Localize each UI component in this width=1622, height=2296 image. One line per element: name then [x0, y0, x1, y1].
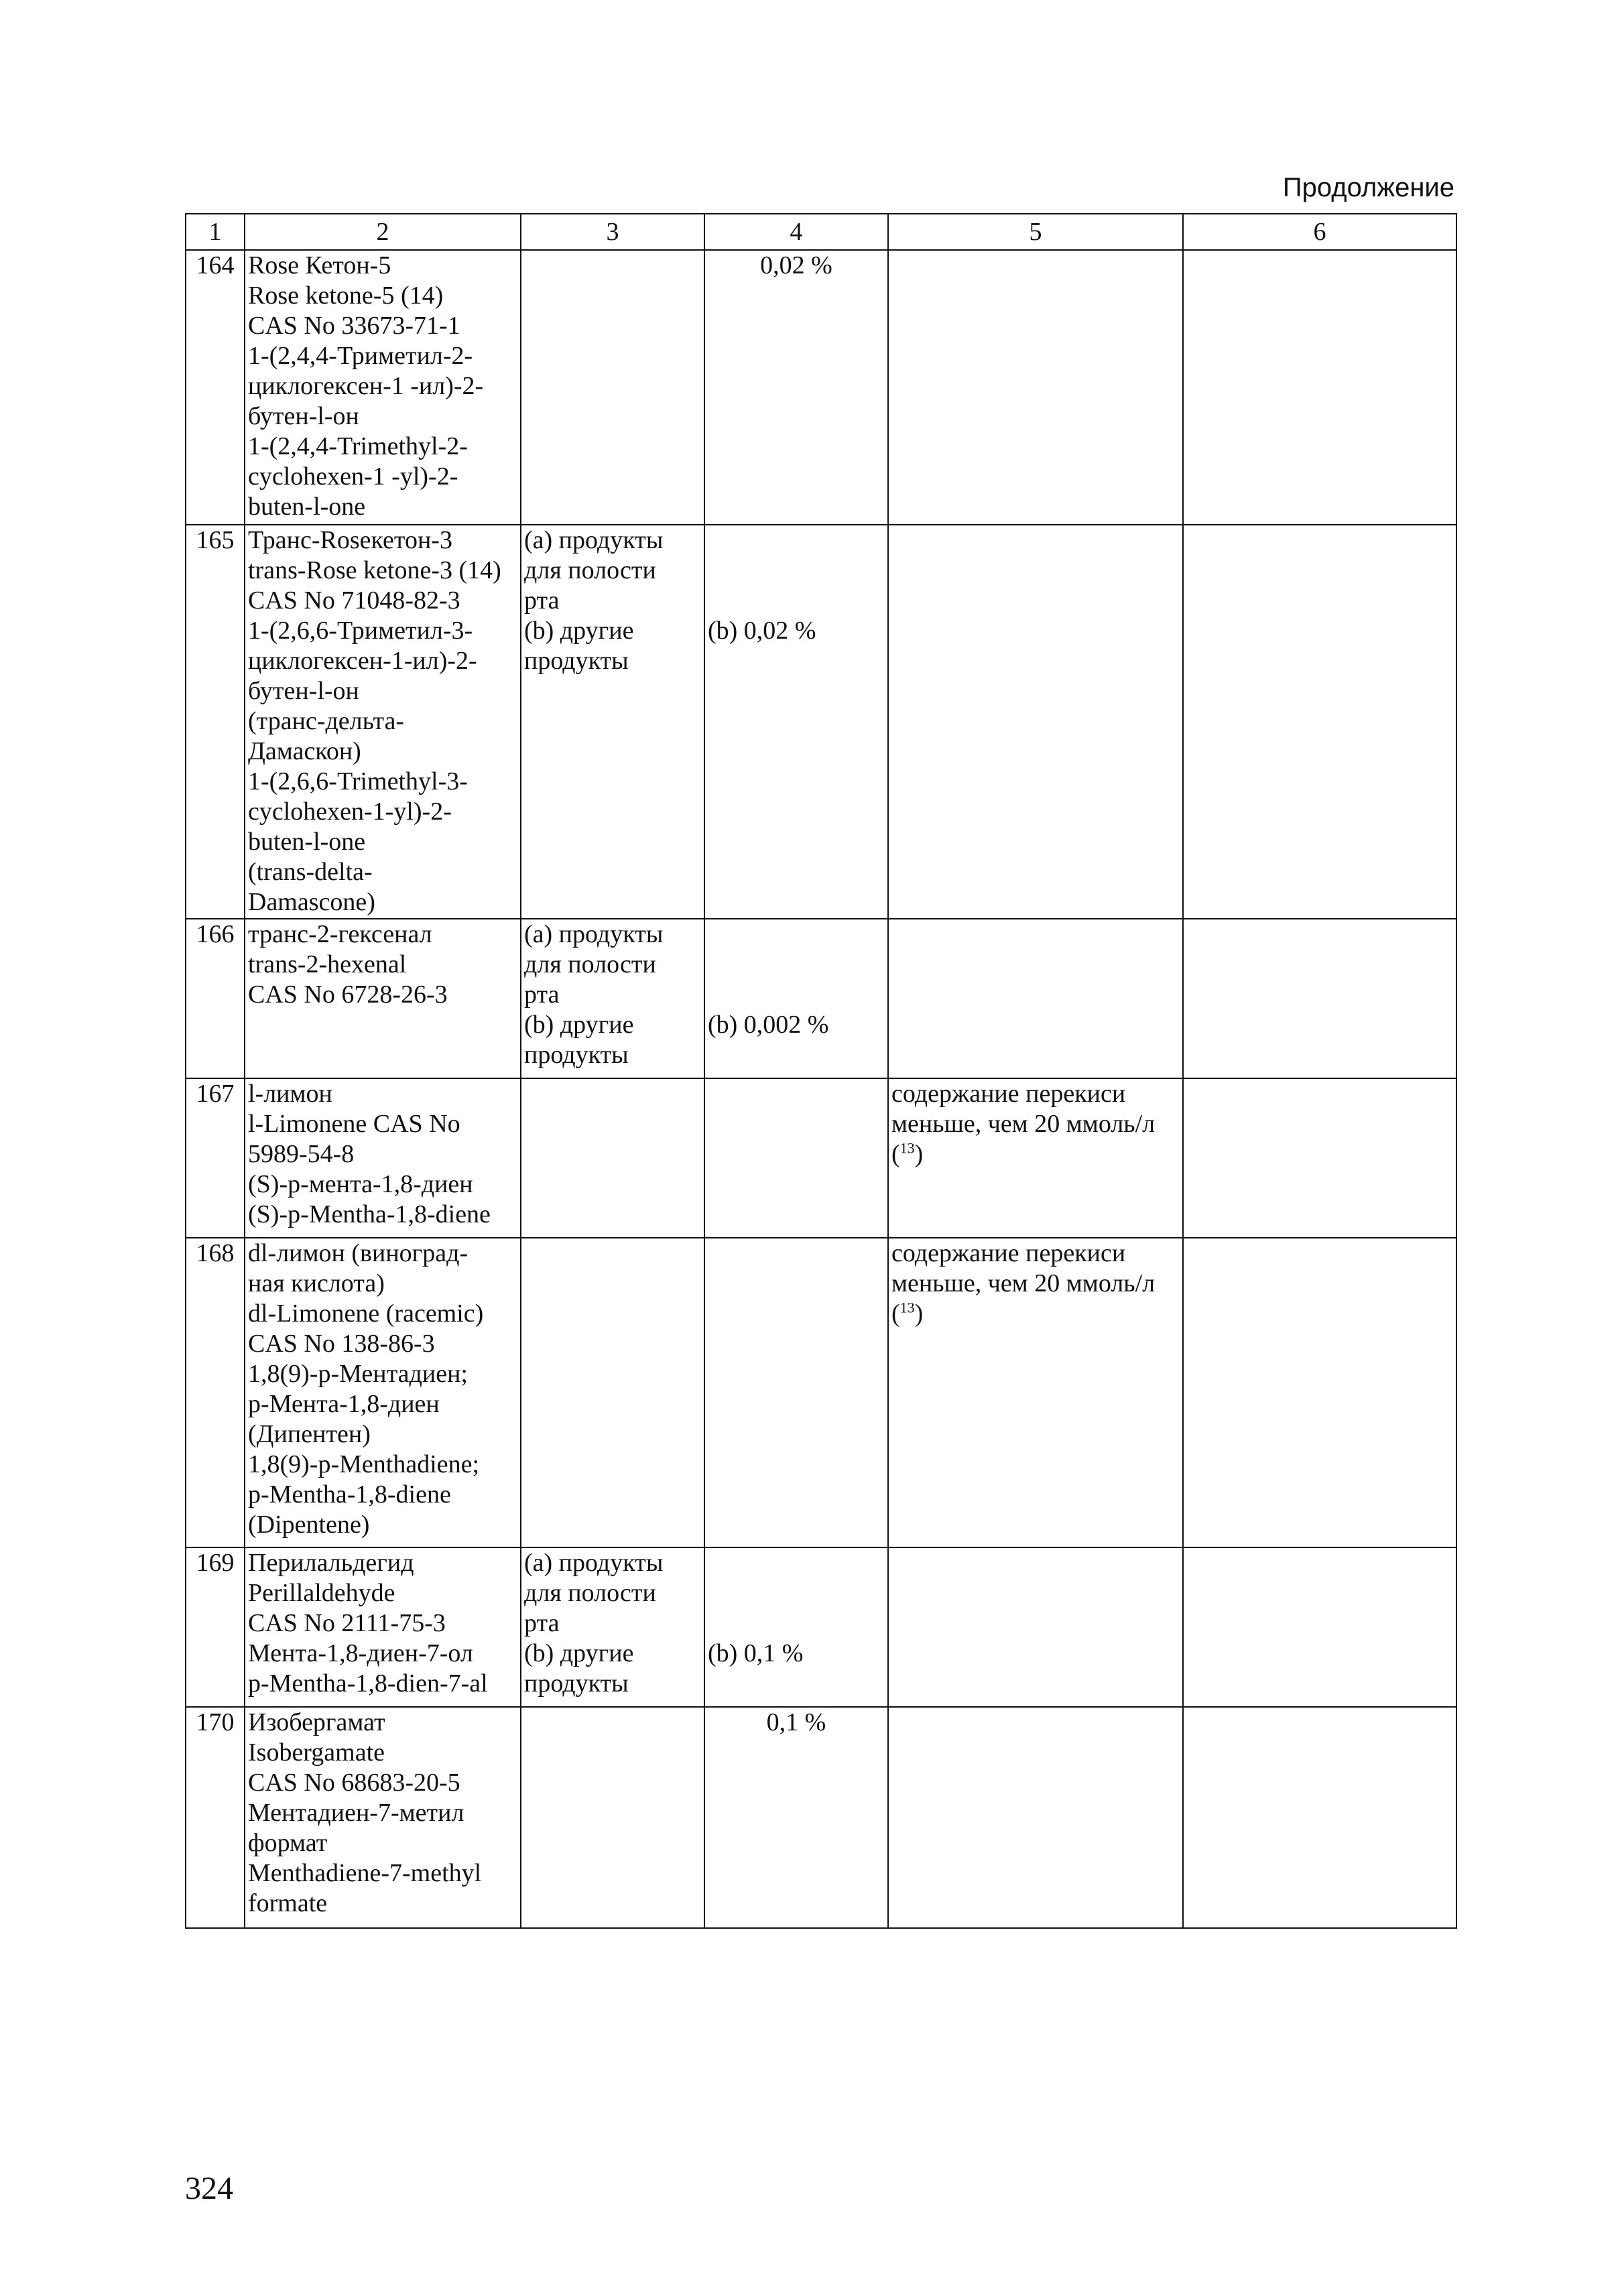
category-a: (a) продукты для полости рта — [524, 1549, 664, 1637]
concentration-b: (b) 0,02 % — [708, 617, 816, 645]
product-category — [521, 250, 704, 525]
table-row — [186, 1078, 1456, 1238]
conditions-cell: содержание перекиси меньше, чем 20 ммоль/л ($^{13}$) — [888, 1078, 1183, 1238]
row-number: 168 — [186, 1238, 245, 1547]
footnote-ref: 13 — [899, 1299, 915, 1316]
concentration-b: (b) 0,1 % — [708, 1639, 804, 1667]
conditions-cell — [888, 250, 1183, 525]
max-concentration — [704, 1238, 888, 1547]
product-category — [521, 1707, 704, 1928]
max-concentration — [704, 525, 888, 919]
peroxide-condition: содержание перекиси меньше, чем 20 ммоль/л ( — [891, 1239, 1156, 1328]
header-col-4: 4 — [704, 214, 888, 250]
header-row — [186, 214, 1456, 250]
conditions-cell: содержание перекиси меньше, чем 20 ммоль/л ($^{13}$) — [888, 1238, 1183, 1547]
product-category — [521, 1238, 704, 1547]
table-row — [186, 1547, 1456, 1707]
substance-name: Изобергамат Isobergamate CAS No 68683-20-5 Ментадиен-7-метил формат Menthadiene-7-methyl formate — [245, 1707, 521, 1928]
max-concentration: 0,02 % — [704, 250, 888, 525]
product-category — [521, 525, 704, 919]
row-number: 165 — [186, 525, 245, 919]
ingredients-table — [185, 213, 1457, 1929]
max-concentration: 0,1 % — [704, 1707, 888, 1928]
warnings-cell — [1183, 250, 1456, 525]
row-number: 166 — [186, 919, 245, 1078]
max-concentration — [704, 1078, 888, 1238]
header-col-5: 5 — [888, 214, 1183, 250]
product-category — [521, 919, 704, 1078]
table-row — [186, 1238, 1456, 1547]
concentration-b: (b) 0,002 % — [708, 1011, 829, 1039]
header-col-1: 1 — [186, 214, 245, 250]
warnings-cell — [1183, 1238, 1456, 1547]
category-b: (b) другие продукты — [524, 617, 634, 675]
continuation-label: Продолжение — [1282, 173, 1454, 202]
warnings-cell — [1183, 1078, 1456, 1238]
header-col-3: 3 — [521, 214, 704, 250]
category-b: (b) другие продукты — [524, 1639, 634, 1698]
substance-name: Перилальдегид Perillaldehyde CAS No 2111-75-3 Мента-1,8-диен-7-ол p-Mentha-1,8-dien-7-al — [245, 1547, 521, 1707]
warnings-cell — [1183, 525, 1456, 919]
category-a: (a) продукты для полости рта — [524, 920, 664, 1009]
substance-name: Rose Кетон-5 Rose ketone-5 (14) CAS No 33673-71-1 1-(2,4,4-Триметил-2- циклогексен-1 -ил)-2- бутен-l-он 1-(2,4,4-Trimethyl-2- cyclohexen-1 -yl)-2- buten-l-one — [245, 250, 521, 525]
page-number: 324 — [185, 2171, 233, 2206]
conditions-cell — [888, 919, 1183, 1078]
substance-name: l-лимон l-Limonene CAS No 5989-54-8 (S)-p-мента-1,8-диен (S)-p-Mentha-1,8-diene — [245, 1078, 521, 1238]
row-number: 169 — [186, 1547, 245, 1707]
conditions-cell — [888, 525, 1183, 919]
product-category — [521, 1078, 704, 1238]
peroxide-condition: содержание перекиси меньше, чем 20 ммоль/л ( — [891, 1080, 1156, 1168]
substance-name: dl-лимон (виноград- ная кислота) dl-Limonene (racemic) CAS No 138-86-3 1,8(9)-p-Ментадиен; p-Мента-1,8-диен (Дипентен) 1,8(9)-p-Menthadiene; p-Mentha-1,8-diene (Dipentene) — [245, 1238, 521, 1547]
conditions-cell — [888, 1707, 1183, 1928]
row-number: 170 — [186, 1707, 245, 1928]
warnings-cell — [1183, 1707, 1456, 1928]
table-row — [186, 525, 1456, 919]
warnings-cell — [1183, 1547, 1456, 1707]
max-concentration — [704, 919, 888, 1078]
substance-name: Транс-Rosекетон-3 trans-Rose ketone-3 (14) CAS No 71048-82-3 1-(2,6,6-Триметил-3- циклогексен-1-ил)-2- бутен-l-он (транс-дельта- Дамаскон) 1-(2,6,6-Trimethyl-3- cyclohexen-1-yl)-2- buten-l-one (trans-delta- Damascone) — [245, 525, 521, 919]
product-category — [521, 1547, 704, 1707]
substance-name: транс-2-гексенал trans-2-hexenal CAS No 6728-26-3 — [245, 919, 521, 1078]
table-row — [186, 250, 1456, 525]
warnings-cell — [1183, 919, 1456, 1078]
row-number: 167 — [186, 1078, 245, 1238]
max-concentration — [704, 1547, 888, 1707]
footnote-ref: 13 — [899, 1139, 915, 1157]
header-col-6: 6 — [1183, 214, 1456, 250]
table-row — [186, 919, 1456, 1078]
header-col-2: 2 — [245, 214, 521, 250]
category-b: (b) другие продукты — [524, 1011, 634, 1069]
conditions-cell — [888, 1547, 1183, 1707]
row-number: 164 — [186, 250, 245, 525]
table-row — [186, 1707, 1456, 1928]
category-a: (a) продукты для полости рта — [524, 526, 664, 615]
